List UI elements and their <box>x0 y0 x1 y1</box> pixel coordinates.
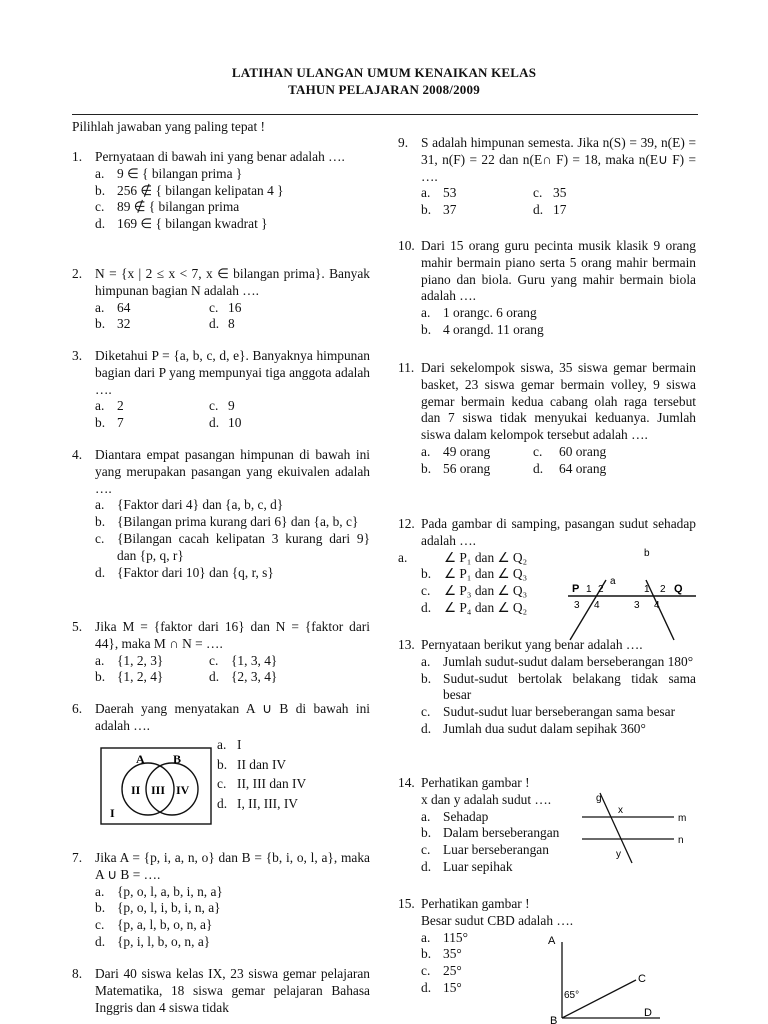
option-letter: a. <box>95 652 105 668</box>
option-text: {1, 3, 4} <box>231 652 278 668</box>
point-label-q: Q <box>674 583 683 595</box>
question-text: Dari 15 orang guru pecinta musik klasik 9 orang mahir bermain piano serta 5 orang mahir bermain piano dan biola. Guru yang mahir bermain biola adalah …. <box>421 238 696 304</box>
option-text: 15° <box>443 979 462 995</box>
question-text: Pada gambar di samping, pasangan sudut sehadap adalah …. <box>421 516 696 548</box>
option-letter: b. <box>421 460 432 476</box>
venn-label-a: A <box>136 752 145 766</box>
question-9 <box>398 135 696 219</box>
option-text: 10 <box>228 415 242 431</box>
option-letter: c. <box>95 917 105 933</box>
option-letter: c. <box>95 530 105 546</box>
option-text: ∠ P₃ dan ∠ Q₃ <box>444 583 528 599</box>
angle-label-q2: 2 <box>660 584 666 595</box>
question-7 <box>72 850 370 951</box>
question-number: 14. <box>398 775 415 790</box>
question-text: N = {x | 2 ≤ x < 7, x ∈ bilangan prima}. Banyak himpunan bagian N adalah …. <box>95 266 370 298</box>
point-label-d: D <box>644 1007 652 1019</box>
question-number: 2. <box>72 266 83 281</box>
option-letter: a. <box>421 443 431 459</box>
option-text: 35 <box>553 185 567 201</box>
exam-subtitle: TAHUN PELAJARAN 2008/2009 <box>288 82 480 97</box>
angle-label-q4: 4 <box>654 600 660 611</box>
option-letter: d. <box>217 795 228 811</box>
question-number: 6. <box>72 701 83 716</box>
option-text: 1 orangc. 6 orang <box>443 305 537 321</box>
exam-title: LATIHAN ULANGAN UMUM KENAIKAN KELAS <box>231 65 537 80</box>
question-text: Diketahui P = {a, b, c, d, e}. Banyaknya himpunan bagian dari P yang mempunyai tiga anggota adalah …. <box>95 348 370 397</box>
option-letter: d. <box>95 564 106 580</box>
option-letter: c. <box>421 842 431 858</box>
option-letter: d. <box>209 669 220 685</box>
option-letter: c. <box>421 583 431 599</box>
parallel-lines-figure <box>576 789 694 865</box>
option-letter: d. <box>421 720 432 736</box>
question-6 <box>72 701 370 820</box>
question-number: 12. <box>398 516 415 531</box>
venn-region-i: I <box>110 806 115 820</box>
point-label-p: P <box>572 583 580 595</box>
option-text: II dan IV <box>237 756 287 772</box>
question-1 <box>72 149 370 233</box>
option-letter: d. <box>421 858 432 874</box>
option-letter: b. <box>421 825 432 841</box>
option-letter: a. <box>95 497 105 513</box>
question-text: x dan y adalah sudut …. <box>421 791 552 807</box>
question-number: 5. <box>72 619 83 634</box>
option-letter: b. <box>421 566 432 582</box>
option-letter: c. <box>421 704 431 720</box>
question-12 <box>398 516 696 617</box>
option-text: {p, a, l, b, o, n, a} <box>117 917 213 933</box>
angle-label-q1: 1 <box>644 584 650 595</box>
option-letter: b. <box>217 756 228 772</box>
option-text: 169 ∈ { bilangan kwadrat } <box>117 216 268 232</box>
option-letter: d. <box>209 415 220 431</box>
option-text: 16 <box>228 299 242 315</box>
header-divider <box>72 114 698 115</box>
question-text: Pernyataan berikut yang benar adalah …. <box>421 637 643 652</box>
option-text: I <box>237 737 242 752</box>
venn-label-b: B <box>173 752 182 766</box>
option-text: Jumlah dua sudut dalam sepihak 360° <box>443 720 646 736</box>
venn-region-ii: II <box>131 783 141 797</box>
line-label-b: b <box>644 548 650 559</box>
option-text: 7 <box>117 415 124 431</box>
option-letter: d. <box>209 316 220 332</box>
question-3 <box>72 348 370 432</box>
option-text: Sudut-sudut bertolak belakang tidak sama besar <box>443 670 696 703</box>
option-text: Sudut-sudut luar berseberangan sama besar <box>443 704 676 720</box>
option-letter: b. <box>421 946 432 962</box>
option-letter: d. <box>95 216 106 232</box>
option-letter: a. <box>95 398 105 414</box>
option-letter: a. <box>95 165 105 181</box>
option-text: {Faktor dari 4} dan {a, b, c, d} <box>117 497 284 513</box>
question-2 <box>72 266 370 333</box>
question-number: 15. <box>398 896 415 911</box>
option-letter: b. <box>95 514 106 530</box>
option-text: I, II, III, IV <box>237 795 298 811</box>
option-letter: b. <box>95 669 106 685</box>
question-text: S adalah himpunan semesta. Jika n(S) = 39, n(E) = 31, n(F) = 22 dan n(E∩ F) = 18, maka n(E∪ F) = …. <box>421 135 696 184</box>
question-text: Jika M = {faktor dari 16} dan N = {faktor dari 44}, maka M ∩ N = …. <box>95 619 370 651</box>
option-text: 25° <box>443 963 462 979</box>
option-text: {p, i, l, b, o, n, a} <box>117 933 211 949</box>
question-number: 9. <box>398 135 409 150</box>
transversal-figure <box>564 542 698 642</box>
instruction: Pilihlah jawaban yang paling tepat ! <box>72 119 265 134</box>
option-letter: a. <box>421 929 431 945</box>
angle-figure <box>542 932 662 1024</box>
angle-label-p3: 3 <box>574 600 580 611</box>
option-text: 64 orang <box>559 460 607 476</box>
option-text: 4 orangd. 11 orang <box>443 321 544 337</box>
option-text: Dalam berseberangan <box>443 825 560 841</box>
question-14 <box>398 775 696 876</box>
venn-diagram <box>100 747 212 825</box>
venn-region-iv: IV <box>176 783 190 797</box>
option-text: 9 <box>228 398 235 414</box>
option-letter: d. <box>421 979 432 995</box>
option-letter: c. <box>209 299 219 315</box>
angle-label-p4: 4 <box>594 600 600 611</box>
angle-label-q3: 3 <box>634 600 640 611</box>
question-text: Perhatikan gambar ! <box>421 775 530 790</box>
question-text: Besar sudut CBD adalah …. <box>421 912 574 928</box>
point-label-b: B <box>550 1015 558 1024</box>
question-13 <box>398 637 696 738</box>
question-number: 10. <box>398 238 415 253</box>
angle-value-label: 65° <box>564 990 580 1001</box>
option-letter: c. <box>533 185 543 201</box>
question-10 <box>398 238 696 339</box>
option-text: 32 <box>117 316 131 332</box>
question-number: 13. <box>398 637 415 652</box>
question-number: 1. <box>72 149 83 164</box>
angle-label-p1: 1 <box>586 584 592 595</box>
option-text: {p, o, l, a, b, i, n, a} <box>117 883 223 899</box>
question-11 <box>398 360 696 478</box>
option-text: 56 orang <box>443 460 491 476</box>
question-4 <box>72 447 370 581</box>
option-text: {2, 3, 4} <box>231 669 278 685</box>
option-text: 256 ∉ { bilangan kelipatan 4 } <box>117 182 284 198</box>
line-label-g: g <box>596 793 602 804</box>
option-text: {1, 2, 3} <box>117 652 164 668</box>
option-letter: c. <box>421 963 431 979</box>
option-letter: a. <box>95 883 105 899</box>
option-letter: b. <box>95 900 106 916</box>
option-text: Sehadap <box>443 808 489 824</box>
option-letter: d. <box>95 933 106 949</box>
question-text: Pernyataan di bawah ini yang benar adalah …. <box>95 149 345 164</box>
venn-region-iii: III <box>151 783 166 797</box>
option-text: Luar berseberangan <box>443 842 549 858</box>
option-letter: d. <box>421 599 432 615</box>
angle-label-y: y <box>616 849 621 860</box>
option-letter: a. <box>217 737 227 752</box>
question-number: 3. <box>72 348 83 363</box>
option-text: 35° <box>443 946 462 962</box>
question-number: 11. <box>398 360 415 375</box>
option-text: {Bilangan cacah kelipatan 3 kurang dari 9} dan {p, q, r} <box>117 530 370 563</box>
option-letter: c. <box>217 776 227 791</box>
option-text: 17 <box>553 202 567 218</box>
option-text: {Faktor dari 10} dan {q, r, s} <box>117 564 274 580</box>
option-text: 9 ∈ { bilangan prima } <box>117 165 243 181</box>
option-letter: b. <box>421 202 432 218</box>
question-number: 7. <box>72 850 83 865</box>
option-letter: a. <box>421 653 431 669</box>
option-letter: b. <box>95 415 106 431</box>
question-15 <box>398 896 696 1024</box>
option-letter: a. <box>95 299 105 315</box>
option-letter: c. <box>209 398 219 414</box>
line-label-m: m <box>678 813 687 824</box>
option-text: ∠ P₄ dan ∠ Q₂ <box>444 599 528 615</box>
option-text: Jumlah sudut-sudut dalam berseberangan 180° <box>443 653 694 669</box>
question-8 <box>72 966 370 1016</box>
option-text: {p, o, l, i, b, i, n, a} <box>117 900 221 916</box>
option-text: Luar sepihak <box>443 858 513 874</box>
line-label-n: n <box>678 835 684 846</box>
option-letter: c. <box>533 443 543 459</box>
option-letter: b. <box>95 316 106 332</box>
option-letter: a. <box>398 549 408 565</box>
question-text: Dari sekelompok siswa, 35 siswa gemar bermain basket, 23 siswa gemar bermain volley, 9 siswa gemar bermain kedua cabang olah raga tersebut dan 7 siswa tidak menyukai keduanya. Jumlah siswa dalam kelompok tersebut adalah …. <box>421 360 696 443</box>
question-text: Dari 40 siswa kelas IX, 23 siswa gemar pelajaran Matematika, 18 siswa gemar pelajaran Bahasa Inggris dan 4 siswa tidak <box>95 966 370 1015</box>
option-text: 49 orang <box>443 443 491 459</box>
option-letter: c. <box>209 652 219 668</box>
point-label-a: A <box>548 935 556 947</box>
option-text: 53 <box>443 185 457 201</box>
option-text: ∠ P₁ dan ∠ Q₂ <box>444 549 528 565</box>
option-text: II, III dan IV <box>237 776 307 791</box>
option-letter: b. <box>421 670 432 686</box>
angle-label-p2: 2 <box>598 584 604 595</box>
option-letter: a. <box>421 808 431 824</box>
option-letter: b. <box>95 182 106 198</box>
option-letter: a. <box>421 185 431 201</box>
question-text: Daerah yang menyatakan A ∪ B di bawah ini adalah …. <box>95 701 370 733</box>
option-text: ∠ P₁ dan ∠ Q₃ <box>444 566 528 582</box>
question-text: Diantara empat pasangan himpunan di bawah ini yang merupakan pasangan yang ekuivalen adalah …. <box>95 447 370 496</box>
option-text: 64 <box>117 299 131 315</box>
option-text: 115° <box>443 929 468 945</box>
question-number: 8. <box>72 966 83 981</box>
question-5 <box>72 619 370 686</box>
option-text: 37 <box>443 202 457 218</box>
option-letter: d. <box>533 202 544 218</box>
option-text: 8 <box>228 316 235 332</box>
question-text: Perhatikan gambar ! <box>421 896 530 911</box>
option-text: {Bilangan prima kurang dari 6} dan {a, b, c} <box>117 514 359 530</box>
option-letter: c. <box>95 199 105 215</box>
line-label-a: a <box>610 576 616 587</box>
option-letter: d. <box>533 460 544 476</box>
point-label-c: C <box>638 973 646 985</box>
option-letter: b. <box>421 321 432 337</box>
option-text: {1, 2, 4} <box>117 669 164 685</box>
option-letter: a. <box>421 305 431 321</box>
option-text: 2 <box>117 398 124 414</box>
option-text: 60 orang <box>559 443 607 459</box>
angle-label-x: x <box>618 805 623 816</box>
option-text: 89 ∉ { bilangan prima <box>117 199 240 215</box>
question-text: Jika A = {p, i, a, n, o} dan B = {b, i, o, l, a}, maka A ∪ B = …. <box>95 850 370 882</box>
question-number: 4. <box>72 447 83 462</box>
